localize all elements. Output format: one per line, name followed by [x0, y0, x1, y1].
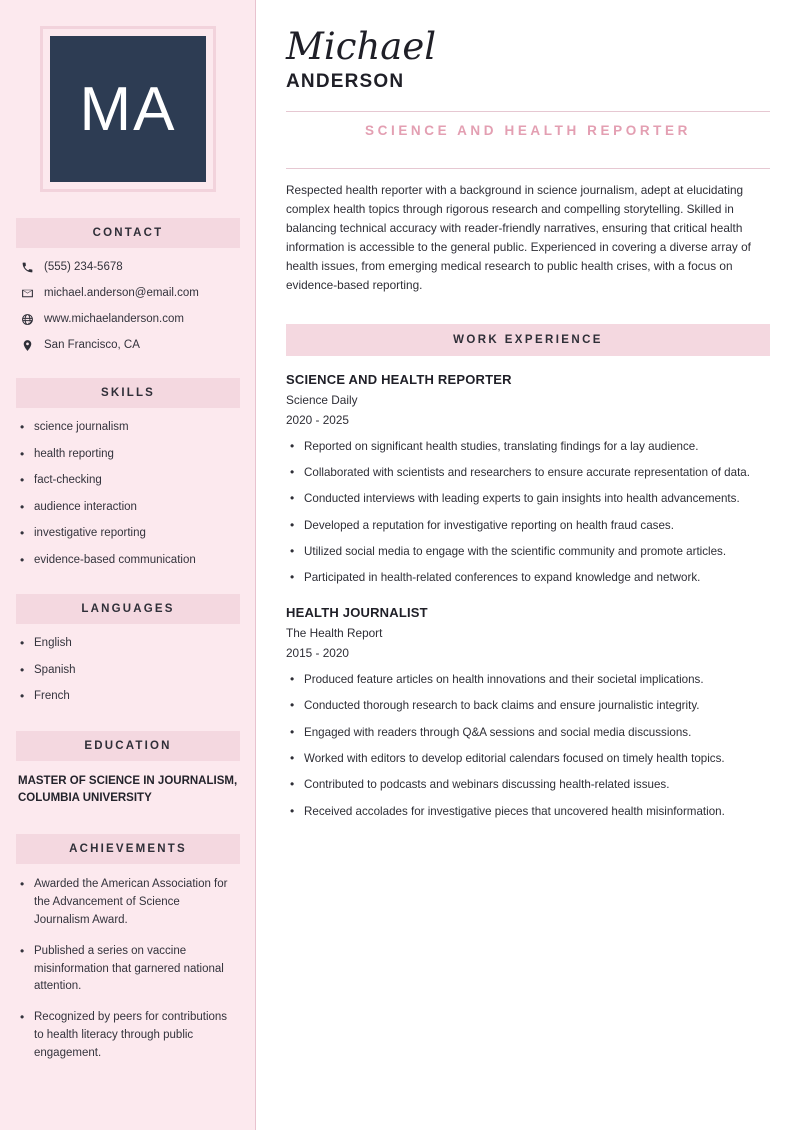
- list-item: • English: [18, 636, 238, 652]
- contact-phone: [20, 260, 236, 274]
- envelope-icon: [20, 286, 34, 300]
- experience-title: SCIENCE AND HEALTH REPORTER: [286, 371, 512, 387]
- languages-list: [18, 636, 238, 705]
- list-item: • audience interaction: [18, 500, 238, 516]
- contact-location: [20, 338, 236, 352]
- list-item: • Conducted thorough research to back claims and ensure journalistic integrity.: [286, 697, 770, 714]
- first-name: Michael: [286, 25, 437, 68]
- profile-summary: Respected health reporter with a background in science journalism, adept at elucidating complex health topics through rigorous research and compelling storytelling. Skilled in balancing technical accuracy with reader-friendly narratives, ensuring that critical health information is accessible to the general public. Experienced in covering a diverse array of health issues, from emerging medical research to public health crises, with a focus on evidence-based reporting.: [286, 182, 751, 293]
- monogram-frame: [40, 26, 216, 192]
- contact-website: [20, 312, 236, 326]
- list-item: • Published a series on vaccine misinformation that garnered national attention.: [18, 943, 238, 996]
- experience-org: Science Daily: [286, 392, 358, 407]
- contact-phone-text: (555) 234-5678: [44, 261, 123, 273]
- work-experience-heading: WORK EXPERIENCE: [286, 324, 770, 356]
- list-item: • Awarded the American Association for the Advancement of Science Journalism Award.: [18, 876, 238, 929]
- sidebar: [0, 0, 256, 1130]
- list-item: • French: [18, 689, 238, 705]
- list-item: • Spanish: [18, 663, 238, 679]
- contact-website-text: www.michaelanderson.com: [44, 313, 184, 325]
- experience-org: The Health Report: [286, 625, 383, 640]
- contact-location-text: San Francisco, CA: [44, 339, 140, 351]
- globe-icon: [20, 312, 34, 326]
- experience-bullets: [286, 671, 770, 820]
- languages-heading: LANGUAGES: [16, 594, 240, 624]
- contact-list: [20, 260, 236, 352]
- list-item: • Recognized by peers for contributions to health literacy through public engagement.: [18, 1009, 238, 1062]
- experience-title: HEALTH JOURNALIST: [286, 604, 428, 620]
- monogram-initials: MA: [50, 36, 206, 182]
- list-item: • Reported on significant health studies, translating findings for a lay audience.: [286, 438, 770, 455]
- last-name: ANDERSON: [286, 70, 405, 92]
- page-title: SCIENCE AND HEALTH REPORTER: [365, 122, 691, 138]
- phone-icon: [20, 260, 34, 274]
- list-item: • evidence-based communication: [18, 553, 238, 569]
- sidebar-divider: [255, 0, 256, 1130]
- experience-bullets: [286, 438, 770, 587]
- education-heading: EDUCATION: [16, 731, 240, 761]
- list-item: • Conducted interviews with leading experts to gain insights into health advancements.: [286, 490, 770, 507]
- list-item: • Engaged with readers through Q&A sessions and social media discussions.: [286, 724, 770, 741]
- title-rule-bottom: [286, 168, 770, 169]
- list-item: • science journalism: [18, 420, 238, 436]
- skills-heading: SKILLS: [16, 378, 240, 408]
- education-entry: MASTER OF SCIENCE IN JOURNALISM, COLUMBIA UNIVERSITY: [18, 774, 238, 805]
- list-item: • Produced feature articles on health innovations and their societal implications.: [286, 671, 770, 688]
- list-item: • Contributed to podcasts and webinars discussing health-related issues.: [286, 776, 770, 793]
- experience-dates: 2015 - 2020: [286, 645, 349, 660]
- list-item: • Developed a reputation for investigative reporting on health fraud cases.: [286, 517, 770, 534]
- list-item: • investigative reporting: [18, 526, 238, 542]
- contact-email-text: michael.anderson@email.com: [44, 287, 199, 299]
- main-column: [256, 0, 800, 1130]
- map-pin-icon: [20, 338, 34, 352]
- list-item: • Worked with editors to develop editorial calendars focused on timely health topics.: [286, 750, 770, 767]
- achievements-list: [18, 876, 238, 1062]
- list-item: • Received accolades for investigative pieces that uncovered health misinformation.: [286, 803, 770, 820]
- list-item: • Collaborated with scientists and researchers to ensure accurate representation of data.: [286, 464, 770, 481]
- list-item: • health reporting: [18, 447, 238, 463]
- achievements-heading: ACHIEVEMENTS: [16, 834, 240, 864]
- experience-entry: [286, 372, 770, 587]
- contact-heading: CONTACT: [16, 218, 240, 248]
- contact-email: [20, 286, 236, 300]
- skills-list: [18, 420, 238, 568]
- list-item: • fact-checking: [18, 473, 238, 489]
- list-item: • Utilized social media to engage with the scientific community and promote articles.: [286, 543, 770, 560]
- list-item: • Participated in health-related conferences to expand knowledge and network.: [286, 569, 770, 586]
- experience-entry: [286, 605, 770, 820]
- experience-dates: 2020 - 2025: [286, 412, 349, 427]
